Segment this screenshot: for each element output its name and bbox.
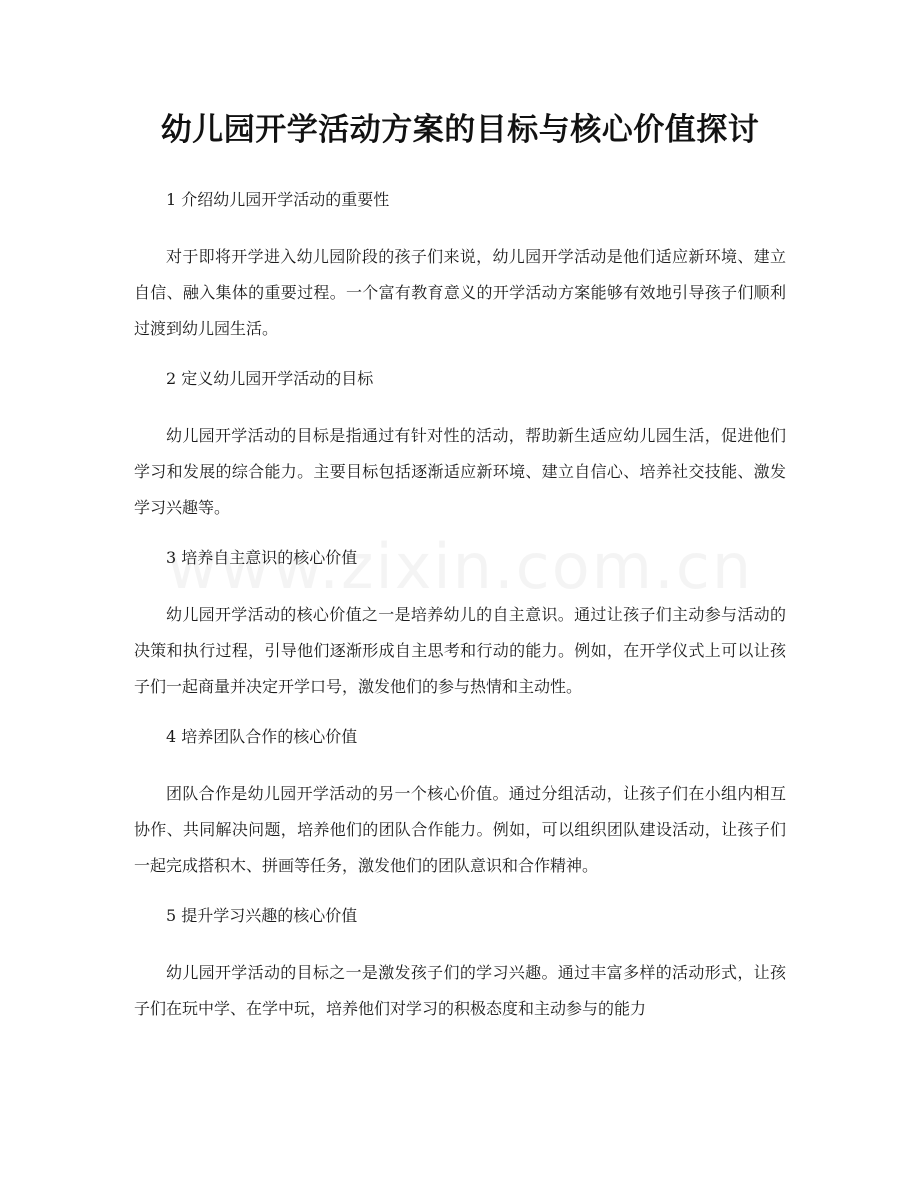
section-paragraph-4: 团队合作是幼儿园开学活动的另一个核心价值。通过分组活动，让孩子们在小组内相互协作、共同解决问题，培养他们的团队合作能力。例如，可以组织团队建设活动，让孩子们一起完成搭积木、拼画等任务，激发他们的团队意识和合作精神。 [134,784,786,875]
document-title: 幼儿园开学活动方案的目标与核心价值探讨 [160,112,760,148]
document-body [134,184,786,1027]
section-paragraph-2: 幼儿园开学活动的目标是指通过有针对性的活动，帮助新生适应幼儿园生活，促进他们学习和发展的综合能力。主要目标包括逐渐适应新环境、建立自信心、培养社交技能、激发学习兴趣等。 [134,426,786,517]
section-heading-1: 1 介绍幼儿园开学活动的重要性 [166,190,390,209]
section-paragraph-5: 幼儿园开学活动的目标之一是激发孩子们的学习兴趣。通过丰富多样的活动形式，让孩子们在玩中学、在学中玩，培养他们对学习的积极态度和主动参与的能力 [134,963,786,1018]
section-paragraph-3: 幼儿园开学活动的核心价值之一是培养幼儿的自主意识。通过让孩子们主动参与活动的决策和执行过程，引导他们逐渐形成自主思考和行动的能力。例如，在开学仪式上可以让孩子们一起商量并决定开学口号，激发他们的参与热情和主动性。 [134,605,786,696]
section-heading-5: 5 提升学习兴趣的核心价值 [166,906,358,925]
section-heading-3: 3 培养自主意识的核心价值 [166,548,358,567]
section-paragraph-1: 对于即将开学进入幼儿园阶段的孩子们来说，幼儿园开学活动是他们适应新环境、建立自信、融入集体的重要过程。一个富有教育意义的开学活动方案能够有效地引导孩子们顺利过渡到幼儿园生活。 [134,247,786,338]
section-heading-4: 4 培养团队合作的核心价值 [166,727,358,746]
section-heading-2: 2 定义幼儿园开学活动的目标 [166,369,374,388]
